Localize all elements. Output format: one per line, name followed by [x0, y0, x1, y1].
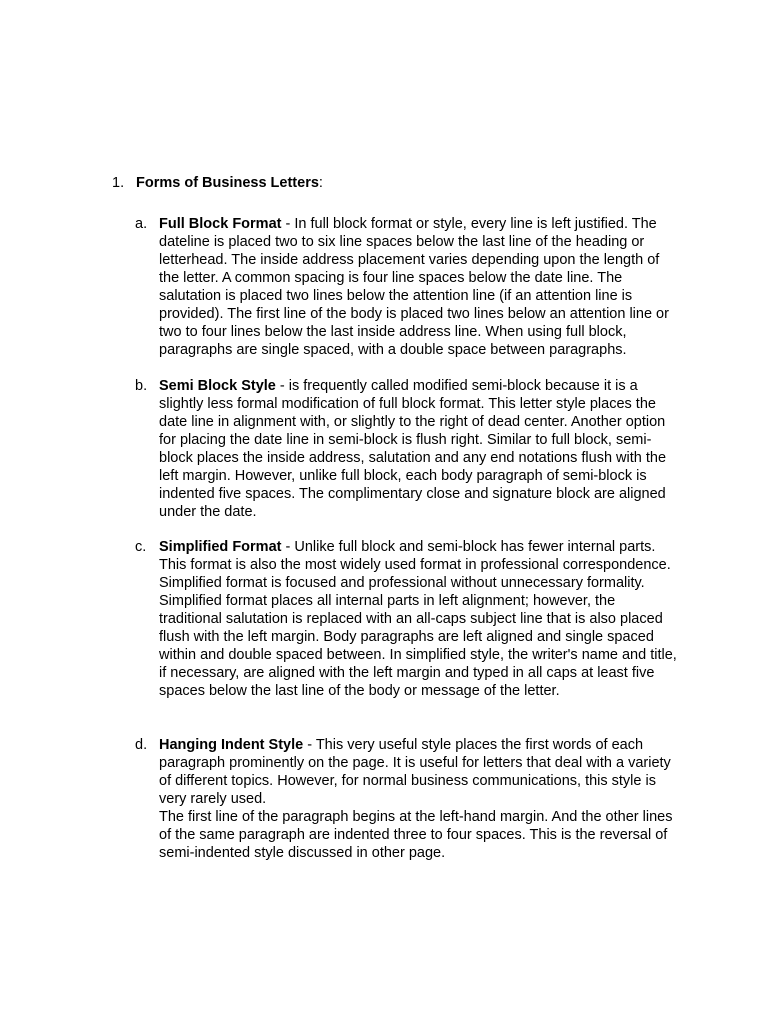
list-item-body — [159, 736, 680, 862]
list-item-term: Hanging Indent Style — [159, 737, 304, 753]
list-item-term: Simplified Format — [159, 539, 282, 555]
list-item-full-block — [135, 215, 680, 359]
list-item-text: - Unlike full block and semi-block has fewer internal parts. This format is also the most widely used format in professional correspondence. Simplified format is focused and professional without unnecessary formality. Simplified format places all internal parts in left alignment; however, the traditional salutation is replaced with an all-caps subject line that is also placed flush with the left margin. Body paragraphs are left aligned and single spaced within and double spaced between. In simplified style, the writer's name and title, if necessary, are aligned with the left margin and typed in all caps at least five spaces below the last line of the body or message of the letter. — [159, 539, 677, 699]
list-item-term: Full Block Format — [159, 216, 282, 232]
list-item-text: - This very useful style places the first words of each paragraph prominently on the page. It is useful for letters that deal with a variety of different topics. However, for normal business communications, this style is very rarely used. — [159, 737, 671, 807]
section-heading — [112, 174, 323, 192]
list-item-body — [159, 377, 680, 521]
list-item-text-continued: The first line of the paragraph begins at the left-hand margin. And the other lines of the same paragraph are indented three to four spaces. This is the reversal of semi-indented style discussed in other page. — [159, 809, 673, 861]
list-item-semi-block — [135, 377, 680, 521]
list-item-text: - In full block format or style, every line is left justified. The dateline is placed two to six line spaces below the last line of the heading or letterhead. The inside address placement varies depending upon the length of the letter. A common spacing is four line spaces below the date line. The salutation is placed two lines below the attention line (if an attention line is provided). The first line of the body is placed two lines below an attention line or two to four lines below the last inside address line. When using full block, paragraphs are single spaced, with a double space between paragraphs. — [159, 216, 669, 358]
section-colon: : — [318, 175, 323, 191]
list-item-letter: c. — [135, 539, 147, 555]
list-item-body — [159, 538, 680, 700]
list-item-body — [159, 215, 680, 359]
section-title: Forms of Business Letters — [136, 175, 319, 191]
section-number: 1. — [112, 175, 125, 191]
list-item-letter: a. — [135, 216, 148, 232]
list-item-letter: b. — [135, 378, 148, 394]
list-item-letter: d. — [135, 737, 148, 753]
list-item-hanging-indent — [135, 736, 680, 862]
list-item-term: Semi Block Style — [159, 378, 276, 394]
list-item-text: - is frequently called modified semi-block because it is a slightly less formal modification of full block format. This letter style places the date line in alignment with, or slightly to the right of dead center. Another option for placing the date line in semi-block is flush right. Similar to full block, semi-block places the inside address, salutation and any end notations flush with the left margin. However, unlike full block, each body paragraph of semi-block is indented five spaces. The complimentary close and signature block are aligned under the date. — [159, 378, 667, 520]
list-item-simplified — [135, 538, 680, 700]
